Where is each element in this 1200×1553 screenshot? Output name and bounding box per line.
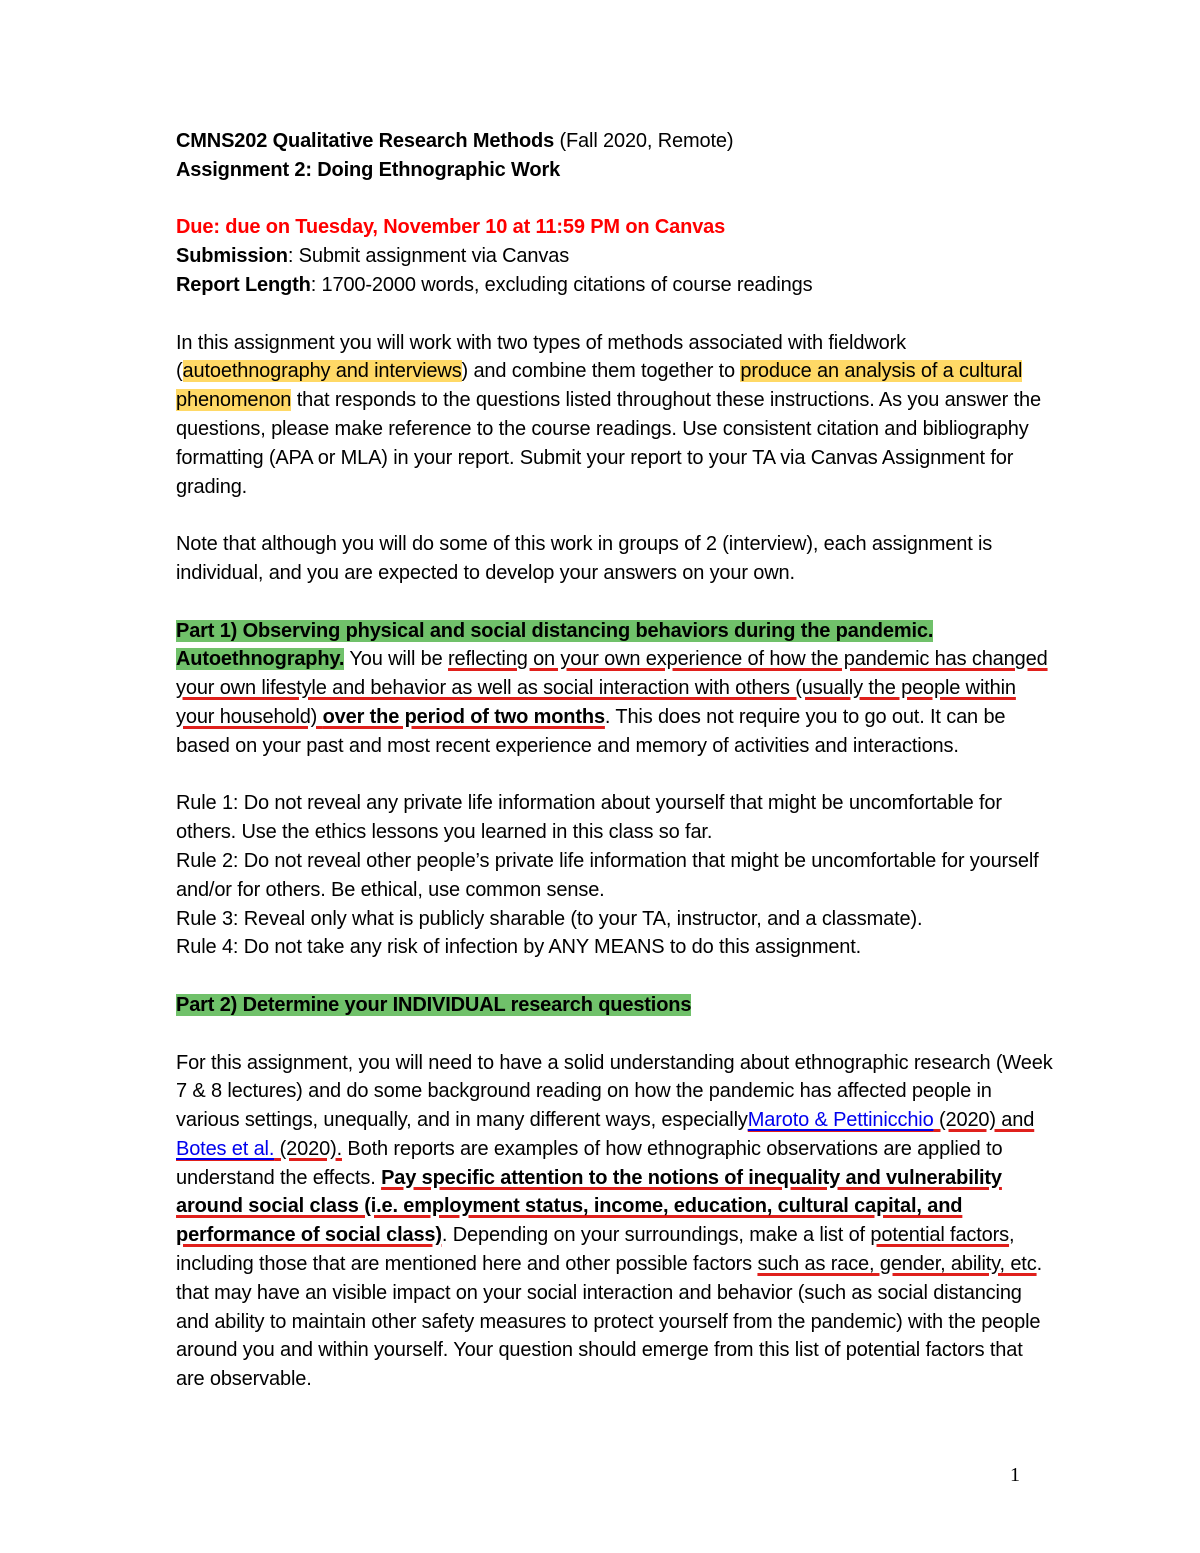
rule-2: Rule 2: Do not reveal other people’s private life information that might be uncomfortable for yourself and/or for others. Be ethical, use common sense. bbox=[176, 849, 1039, 901]
course-term: (Fall 2020, Remote) bbox=[554, 130, 734, 152]
course-title-line bbox=[176, 127, 1056, 156]
due-date: Due: due on Tuesday, November 10 at 11:59 PM on Canvas bbox=[176, 216, 726, 239]
part1-heading: Part 1) Observing physical and social distancing behaviors during the pandemic. Autoethnography. bbox=[176, 619, 934, 671]
note-paragraph: Note that although you will do some of this work in groups of 2 (interview), each assignment is individual, and you are expected to develop your answers on your own. bbox=[176, 533, 993, 584]
botes-link[interactable]: Botes et al. bbox=[176, 1137, 275, 1160]
page-number: 1 bbox=[1010, 1464, 1020, 1486]
part2-heading-line bbox=[176, 991, 1056, 1020]
rule-3: Rule 3: Reveal only what is publicly sharable (to your TA, instructor, and a classmate). bbox=[176, 907, 923, 930]
report-length-line: Report Length: 1700-2000 words, excluding citations of course readings bbox=[176, 273, 813, 296]
rule-1: Rule 1: Do not reveal any private life information about yourself that might be uncomfortable for others. Use the ethics lessons you learned in this class so far. bbox=[176, 792, 1002, 844]
part1-paragraph: Part 1) Observing physical and social distancing behaviors during the pandemic. Autoethnography. You will be reflecting on your own experience of how the pandemic has changed your own lifestyle and behavior as well as social interaction with others (usually the people within your household) over the period of two months. This does not require you to go out. It can be based on your past and most recent experience and memory of activities and interactions. bbox=[176, 619, 1048, 757]
part2-paragraph: For this assignment, you will need to have a solid understanding about ethnographic research (Week 7 & 8 lectures) and do some background reading on how the pandemic has affected people in various settings, unequally, and in many different ways, especiallyMaroto & Pettinicchio (2020) and Botes et al. (2020). Both reports are examples of how ethnographic observations are applied to understand the effects. Pay specific attention to the notions of inequality and vulnerability around social class (i.e. employment status, income, education, cultural capital, and performance of social class). Depending on your surroundings, make a list of potential factors, including those that are mentioned here and other possible factors such as race, gender, ability, etc. that may have an visible impact on your social interaction and behavior (such as social distancing and ability to maintain other safety measures to protect yourself from the pandemic) with the people around you and within yourself. Your question should emerge from this list of potential factors that are observable. bbox=[176, 1051, 1053, 1391]
maroto-link[interactable]: Maroto & Pettinicchio bbox=[747, 1109, 934, 1132]
factors-examples-underline: such as race, gender, ability, etc bbox=[757, 1253, 1037, 1276]
part2-underline-bold: Pay specific attention to the notions of inequality and vulnerability around social class (i.e. employment status, income, education, cultural capital, and performance of social class) bbox=[176, 1166, 1002, 1247]
intro-paragraph: In this assignment you will work with two types of methods associated with fieldwork (autoethnography and interviews) and combine them together to produce an analysis of a cultural phenomenon that responds to the questions listed throughout these instructions. As you answer the questions, please make reference to the course readings. Use consistent citation and bibliography formatting (APA or MLA) in your report. Submit your report to your TA via Canvas Assignment for grading. bbox=[176, 331, 1041, 498]
rule-4: Rule 4: Do not take any risk of infection by ANY MEANS to do this assignment. bbox=[176, 936, 862, 959]
highlight-methods: autoethnography and interviews bbox=[182, 360, 462, 383]
document-body bbox=[176, 127, 1056, 1394]
part1-underline: reflecting on your own experience of how the pandemic has changed your own lifestyle and behavior as well as social interaction with others (usually the people within your household) bbox=[176, 648, 1048, 728]
highlight-analysis: produce an analysis of a cultural phenomenon bbox=[176, 360, 1023, 412]
potential-factors-underline: potential factors bbox=[870, 1224, 1010, 1247]
submission-line: Submission: Submit assignment via Canvas bbox=[176, 245, 570, 268]
course-title: CMNS202 Qualitative Research Methods bbox=[176, 130, 555, 152]
part2-heading: Part 2) Determine your INDIVIDUAL research questions bbox=[176, 993, 692, 1016]
assignment-title: Assignment 2: Doing Ethnographic Work bbox=[176, 158, 561, 181]
part1-underline-bold: over the period of two months bbox=[322, 705, 605, 728]
